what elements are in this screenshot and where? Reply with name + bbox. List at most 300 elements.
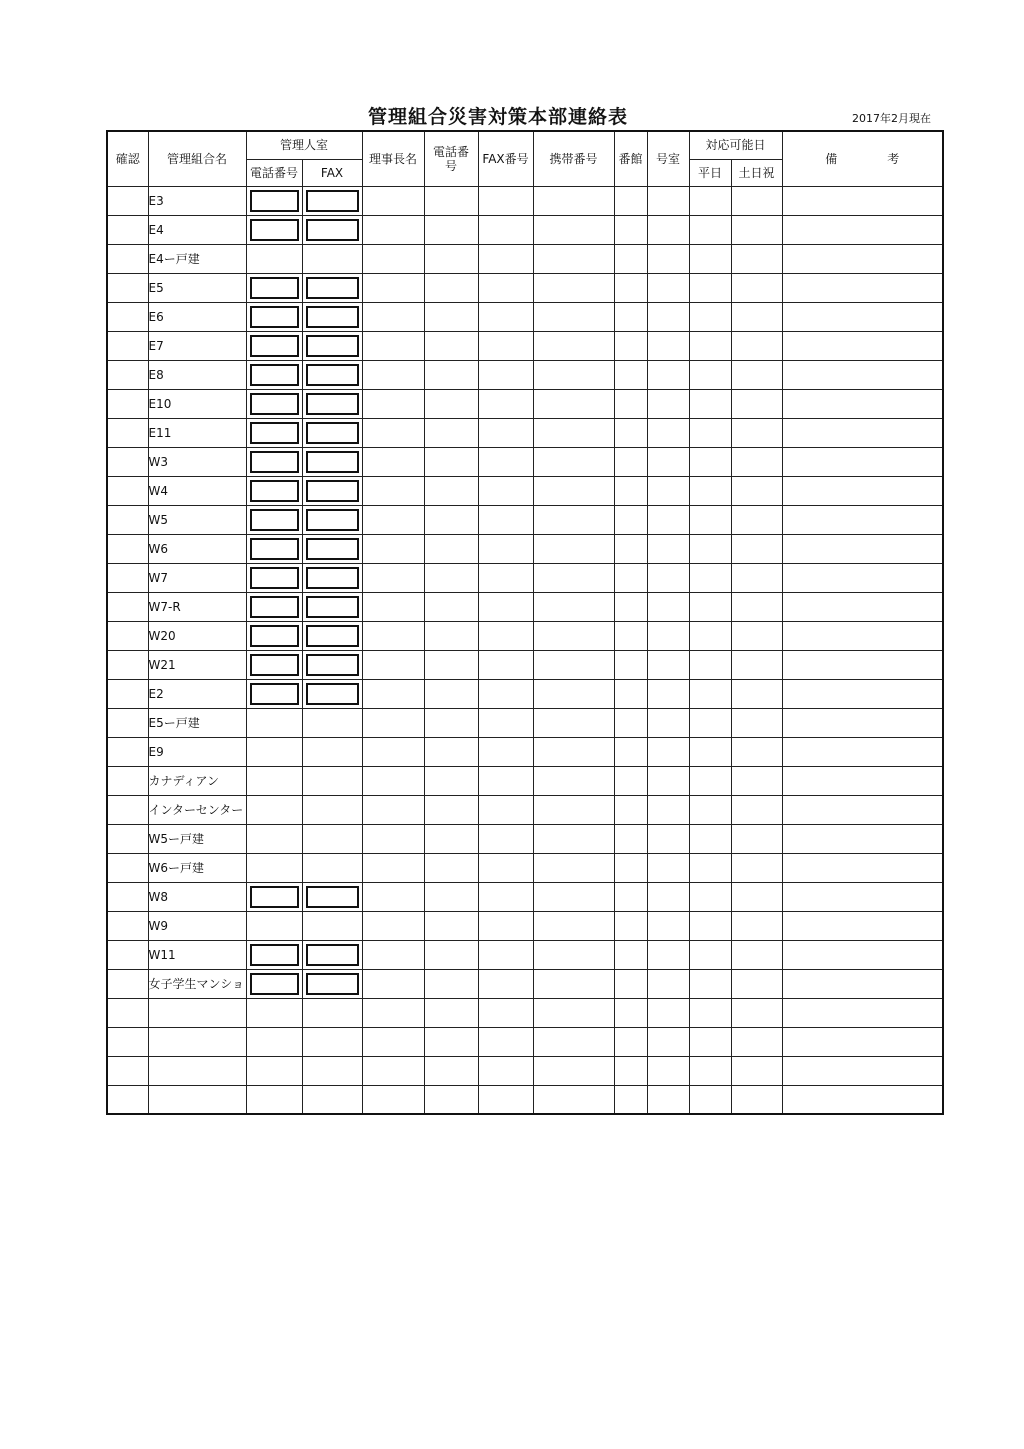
phone-entry-box[interactable] [250, 277, 299, 299]
building-no-cell[interactable] [614, 476, 647, 505]
mgmt-phone-cell[interactable] [246, 563, 302, 592]
confirm-cell[interactable] [107, 1027, 148, 1056]
phone-entry-box[interactable] [250, 944, 299, 966]
tel-cell[interactable] [424, 737, 478, 766]
fax-entry-box[interactable] [306, 625, 359, 647]
fax-entry-box[interactable] [306, 190, 359, 212]
building-no-cell[interactable] [614, 389, 647, 418]
confirm-cell[interactable] [107, 882, 148, 911]
building-no-cell[interactable] [614, 186, 647, 215]
room-no-cell[interactable] [647, 534, 689, 563]
notes-cell[interactable] [782, 186, 943, 215]
tel-cell[interactable] [424, 679, 478, 708]
building-no-cell[interactable] [614, 650, 647, 679]
notes-cell[interactable] [782, 1027, 943, 1056]
fax-entry-box[interactable] [306, 596, 359, 618]
chair-name-cell[interactable] [362, 824, 424, 853]
phone-entry-box[interactable] [250, 451, 299, 473]
tel-cell[interactable] [424, 1056, 478, 1085]
weekend-cell[interactable] [731, 766, 782, 795]
building-no-cell[interactable] [614, 215, 647, 244]
chair-name-cell[interactable] [362, 360, 424, 389]
chair-name-cell[interactable] [362, 679, 424, 708]
weekend-cell[interactable] [731, 244, 782, 273]
room-no-cell[interactable] [647, 1056, 689, 1085]
fax-no-cell[interactable] [478, 273, 533, 302]
tel-cell[interactable] [424, 215, 478, 244]
weekend-cell[interactable] [731, 853, 782, 882]
tel-cell[interactable] [424, 331, 478, 360]
mgmt-phone-cell[interactable] [246, 1027, 302, 1056]
notes-cell[interactable] [782, 331, 943, 360]
phone-entry-box[interactable] [250, 973, 299, 995]
fax-entry-box[interactable] [306, 219, 359, 241]
mgmt-fax-cell[interactable] [302, 476, 362, 505]
mobile-cell[interactable] [533, 534, 614, 563]
weekend-cell[interactable] [731, 592, 782, 621]
phone-entry-box[interactable] [250, 190, 299, 212]
weekend-cell[interactable] [731, 563, 782, 592]
weekday-cell[interactable] [689, 418, 731, 447]
fax-no-cell[interactable] [478, 1027, 533, 1056]
room-no-cell[interactable] [647, 708, 689, 737]
confirm-cell[interactable] [107, 679, 148, 708]
fax-no-cell[interactable] [478, 1085, 533, 1114]
mgmt-fax-cell[interactable] [302, 273, 362, 302]
mgmt-phone-cell[interactable] [246, 940, 302, 969]
mgmt-phone-cell[interactable] [246, 621, 302, 650]
mobile-cell[interactable] [533, 969, 614, 998]
fax-no-cell[interactable] [478, 911, 533, 940]
tel-cell[interactable] [424, 505, 478, 534]
notes-cell[interactable] [782, 824, 943, 853]
building-no-cell[interactable] [614, 882, 647, 911]
tel-cell[interactable] [424, 418, 478, 447]
mgmt-fax-cell[interactable] [302, 621, 362, 650]
notes-cell[interactable] [782, 998, 943, 1027]
confirm-cell[interactable] [107, 621, 148, 650]
mgmt-phone-cell[interactable] [246, 418, 302, 447]
mobile-cell[interactable] [533, 708, 614, 737]
notes-cell[interactable] [782, 650, 943, 679]
chair-name-cell[interactable] [362, 389, 424, 418]
weekend-cell[interactable] [731, 447, 782, 476]
chair-name-cell[interactable] [362, 215, 424, 244]
tel-cell[interactable] [424, 824, 478, 853]
fax-no-cell[interactable] [478, 447, 533, 476]
mobile-cell[interactable] [533, 766, 614, 795]
tel-cell[interactable] [424, 969, 478, 998]
notes-cell[interactable] [782, 940, 943, 969]
phone-entry-box[interactable] [250, 625, 299, 647]
phone-entry-box[interactable] [250, 886, 299, 908]
room-no-cell[interactable] [647, 244, 689, 273]
chair-name-cell[interactable] [362, 621, 424, 650]
building-no-cell[interactable] [614, 737, 647, 766]
notes-cell[interactable] [782, 911, 943, 940]
notes-cell[interactable] [782, 505, 943, 534]
mgmt-phone-cell[interactable] [246, 534, 302, 563]
mgmt-phone-cell[interactable] [246, 273, 302, 302]
phone-entry-box[interactable] [250, 393, 299, 415]
mobile-cell[interactable] [533, 418, 614, 447]
weekday-cell[interactable] [689, 244, 731, 273]
tel-cell[interactable] [424, 186, 478, 215]
confirm-cell[interactable] [107, 360, 148, 389]
room-no-cell[interactable] [647, 215, 689, 244]
notes-cell[interactable] [782, 360, 943, 389]
weekend-cell[interactable] [731, 969, 782, 998]
building-no-cell[interactable] [614, 911, 647, 940]
notes-cell[interactable] [782, 418, 943, 447]
mobile-cell[interactable] [533, 592, 614, 621]
room-no-cell[interactable] [647, 186, 689, 215]
notes-cell[interactable] [782, 969, 943, 998]
room-no-cell[interactable] [647, 563, 689, 592]
fax-no-cell[interactable] [478, 418, 533, 447]
mobile-cell[interactable] [533, 679, 614, 708]
mgmt-fax-cell[interactable] [302, 650, 362, 679]
tel-cell[interactable] [424, 1027, 478, 1056]
weekend-cell[interactable] [731, 911, 782, 940]
chair-name-cell[interactable] [362, 592, 424, 621]
fax-entry-box[interactable] [306, 335, 359, 357]
mgmt-phone-cell[interactable] [246, 766, 302, 795]
confirm-cell[interactable] [107, 708, 148, 737]
mobile-cell[interactable] [533, 215, 614, 244]
chair-name-cell[interactable] [362, 244, 424, 273]
mgmt-fax-cell[interactable] [302, 360, 362, 389]
mobile-cell[interactable] [533, 853, 614, 882]
weekday-cell[interactable] [689, 273, 731, 302]
tel-cell[interactable] [424, 1085, 478, 1114]
fax-no-cell[interactable] [478, 650, 533, 679]
notes-cell[interactable] [782, 563, 943, 592]
mgmt-phone-cell[interactable] [246, 795, 302, 824]
chair-name-cell[interactable] [362, 563, 424, 592]
confirm-cell[interactable] [107, 1085, 148, 1114]
fax-no-cell[interactable] [478, 882, 533, 911]
fax-entry-box[interactable] [306, 277, 359, 299]
mobile-cell[interactable] [533, 476, 614, 505]
weekday-cell[interactable] [689, 940, 731, 969]
weekend-cell[interactable] [731, 1056, 782, 1085]
mgmt-fax-cell[interactable] [302, 534, 362, 563]
tel-cell[interactable] [424, 476, 478, 505]
confirm-cell[interactable] [107, 244, 148, 273]
mgmt-fax-cell[interactable] [302, 853, 362, 882]
notes-cell[interactable] [782, 1085, 943, 1114]
tel-cell[interactable] [424, 360, 478, 389]
mobile-cell[interactable] [533, 360, 614, 389]
confirm-cell[interactable] [107, 476, 148, 505]
phone-entry-box[interactable] [250, 567, 299, 589]
building-no-cell[interactable] [614, 853, 647, 882]
chair-name-cell[interactable] [362, 1056, 424, 1085]
mgmt-phone-cell[interactable] [246, 679, 302, 708]
weekend-cell[interactable] [731, 534, 782, 563]
notes-cell[interactable] [782, 1056, 943, 1085]
fax-entry-box[interactable] [306, 886, 359, 908]
mgmt-fax-cell[interactable] [302, 882, 362, 911]
building-no-cell[interactable] [614, 795, 647, 824]
mobile-cell[interactable] [533, 302, 614, 331]
chair-name-cell[interactable] [362, 418, 424, 447]
tel-cell[interactable] [424, 940, 478, 969]
weekend-cell[interactable] [731, 824, 782, 853]
tel-cell[interactable] [424, 853, 478, 882]
confirm-cell[interactable] [107, 534, 148, 563]
room-no-cell[interactable] [647, 824, 689, 853]
chair-name-cell[interactable] [362, 969, 424, 998]
mgmt-phone-cell[interactable] [246, 998, 302, 1027]
tel-cell[interactable] [424, 998, 478, 1027]
chair-name-cell[interactable] [362, 940, 424, 969]
mgmt-phone-cell[interactable] [246, 476, 302, 505]
mgmt-phone-cell[interactable] [246, 302, 302, 331]
confirm-cell[interactable] [107, 1056, 148, 1085]
mgmt-fax-cell[interactable] [302, 592, 362, 621]
phone-entry-box[interactable] [250, 364, 299, 386]
building-no-cell[interactable] [614, 998, 647, 1027]
room-no-cell[interactable] [647, 998, 689, 1027]
mgmt-phone-cell[interactable] [246, 853, 302, 882]
mgmt-fax-cell[interactable] [302, 505, 362, 534]
tel-cell[interactable] [424, 534, 478, 563]
confirm-cell[interactable] [107, 592, 148, 621]
confirm-cell[interactable] [107, 331, 148, 360]
notes-cell[interactable] [782, 215, 943, 244]
mgmt-fax-cell[interactable] [302, 824, 362, 853]
mgmt-phone-cell[interactable] [246, 650, 302, 679]
phone-entry-box[interactable] [250, 306, 299, 328]
weekday-cell[interactable] [689, 534, 731, 563]
mgmt-fax-cell[interactable] [302, 708, 362, 737]
confirm-cell[interactable] [107, 737, 148, 766]
confirm-cell[interactable] [107, 940, 148, 969]
weekday-cell[interactable] [689, 621, 731, 650]
fax-no-cell[interactable] [478, 679, 533, 708]
weekday-cell[interactable] [689, 766, 731, 795]
room-no-cell[interactable] [647, 650, 689, 679]
chair-name-cell[interactable] [362, 273, 424, 302]
fax-no-cell[interactable] [478, 708, 533, 737]
fax-entry-box[interactable] [306, 393, 359, 415]
building-no-cell[interactable] [614, 505, 647, 534]
fax-entry-box[interactable] [306, 306, 359, 328]
fax-no-cell[interactable] [478, 563, 533, 592]
fax-entry-box[interactable] [306, 567, 359, 589]
mgmt-fax-cell[interactable] [302, 331, 362, 360]
building-no-cell[interactable] [614, 447, 647, 476]
notes-cell[interactable] [782, 679, 943, 708]
building-no-cell[interactable] [614, 1056, 647, 1085]
building-no-cell[interactable] [614, 1027, 647, 1056]
phone-entry-box[interactable] [250, 683, 299, 705]
chair-name-cell[interactable] [362, 331, 424, 360]
mobile-cell[interactable] [533, 1085, 614, 1114]
weekend-cell[interactable] [731, 331, 782, 360]
fax-no-cell[interactable] [478, 1056, 533, 1085]
chair-name-cell[interactable] [362, 882, 424, 911]
weekday-cell[interactable] [689, 708, 731, 737]
fax-entry-box[interactable] [306, 451, 359, 473]
tel-cell[interactable] [424, 302, 478, 331]
mobile-cell[interactable] [533, 505, 614, 534]
weekday-cell[interactable] [689, 882, 731, 911]
room-no-cell[interactable] [647, 447, 689, 476]
tel-cell[interactable] [424, 650, 478, 679]
confirm-cell[interactable] [107, 418, 148, 447]
confirm-cell[interactable] [107, 563, 148, 592]
mgmt-phone-cell[interactable] [246, 1056, 302, 1085]
tel-cell[interactable] [424, 563, 478, 592]
mgmt-phone-cell[interactable] [246, 331, 302, 360]
building-no-cell[interactable] [614, 534, 647, 563]
fax-entry-box[interactable] [306, 422, 359, 444]
confirm-cell[interactable] [107, 650, 148, 679]
building-no-cell[interactable] [614, 244, 647, 273]
mobile-cell[interactable] [533, 447, 614, 476]
mgmt-fax-cell[interactable] [302, 244, 362, 273]
mgmt-fax-cell[interactable] [302, 186, 362, 215]
weekend-cell[interactable] [731, 708, 782, 737]
chair-name-cell[interactable] [362, 534, 424, 563]
weekday-cell[interactable] [689, 1056, 731, 1085]
weekday-cell[interactable] [689, 331, 731, 360]
fax-no-cell[interactable] [478, 476, 533, 505]
mgmt-fax-cell[interactable] [302, 418, 362, 447]
mgmt-phone-cell[interactable] [246, 737, 302, 766]
phone-entry-box[interactable] [250, 596, 299, 618]
room-no-cell[interactable] [647, 418, 689, 447]
weekday-cell[interactable] [689, 592, 731, 621]
confirm-cell[interactable] [107, 795, 148, 824]
weekday-cell[interactable] [689, 186, 731, 215]
room-no-cell[interactable] [647, 331, 689, 360]
weekend-cell[interactable] [731, 650, 782, 679]
weekday-cell[interactable] [689, 911, 731, 940]
chair-name-cell[interactable] [362, 650, 424, 679]
building-no-cell[interactable] [614, 273, 647, 302]
mobile-cell[interactable] [533, 1056, 614, 1085]
mobile-cell[interactable] [533, 331, 614, 360]
weekend-cell[interactable] [731, 360, 782, 389]
fax-entry-box[interactable] [306, 364, 359, 386]
weekend-cell[interactable] [731, 795, 782, 824]
mobile-cell[interactable] [533, 737, 614, 766]
building-no-cell[interactable] [614, 360, 647, 389]
mgmt-phone-cell[interactable] [246, 447, 302, 476]
mobile-cell[interactable] [533, 911, 614, 940]
mgmt-fax-cell[interactable] [302, 998, 362, 1027]
mgmt-phone-cell[interactable] [246, 824, 302, 853]
confirm-cell[interactable] [107, 302, 148, 331]
tel-cell[interactable] [424, 795, 478, 824]
mgmt-phone-cell[interactable] [246, 389, 302, 418]
fax-no-cell[interactable] [478, 302, 533, 331]
chair-name-cell[interactable] [362, 708, 424, 737]
weekend-cell[interactable] [731, 418, 782, 447]
tel-cell[interactable] [424, 766, 478, 795]
room-no-cell[interactable] [647, 273, 689, 302]
confirm-cell[interactable] [107, 824, 148, 853]
weekday-cell[interactable] [689, 215, 731, 244]
phone-entry-box[interactable] [250, 480, 299, 502]
chair-name-cell[interactable] [362, 998, 424, 1027]
building-no-cell[interactable] [614, 621, 647, 650]
confirm-cell[interactable] [107, 998, 148, 1027]
building-no-cell[interactable] [614, 766, 647, 795]
tel-cell[interactable] [424, 911, 478, 940]
weekday-cell[interactable] [689, 389, 731, 418]
phone-entry-box[interactable] [250, 538, 299, 560]
mobile-cell[interactable] [533, 186, 614, 215]
notes-cell[interactable] [782, 244, 943, 273]
weekday-cell[interactable] [689, 650, 731, 679]
notes-cell[interactable] [782, 621, 943, 650]
chair-name-cell[interactable] [362, 1027, 424, 1056]
fax-no-cell[interactable] [478, 534, 533, 563]
room-no-cell[interactable] [647, 621, 689, 650]
notes-cell[interactable] [782, 389, 943, 418]
weekday-cell[interactable] [689, 476, 731, 505]
mgmt-phone-cell[interactable] [246, 215, 302, 244]
mgmt-fax-cell[interactable] [302, 1027, 362, 1056]
room-no-cell[interactable] [647, 360, 689, 389]
confirm-cell[interactable] [107, 911, 148, 940]
weekend-cell[interactable] [731, 273, 782, 302]
chair-name-cell[interactable] [362, 853, 424, 882]
notes-cell[interactable] [782, 853, 943, 882]
room-no-cell[interactable] [647, 737, 689, 766]
tel-cell[interactable] [424, 621, 478, 650]
chair-name-cell[interactable] [362, 302, 424, 331]
fax-no-cell[interactable] [478, 592, 533, 621]
weekend-cell[interactable] [731, 476, 782, 505]
confirm-cell[interactable] [107, 766, 148, 795]
confirm-cell[interactable] [107, 273, 148, 302]
building-no-cell[interactable] [614, 563, 647, 592]
confirm-cell[interactable] [107, 186, 148, 215]
mobile-cell[interactable] [533, 882, 614, 911]
building-no-cell[interactable] [614, 708, 647, 737]
notes-cell[interactable] [782, 766, 943, 795]
weekend-cell[interactable] [731, 186, 782, 215]
notes-cell[interactable] [782, 592, 943, 621]
mobile-cell[interactable] [533, 940, 614, 969]
mgmt-phone-cell[interactable] [246, 882, 302, 911]
phone-entry-box[interactable] [250, 654, 299, 676]
chair-name-cell[interactable] [362, 1085, 424, 1114]
room-no-cell[interactable] [647, 766, 689, 795]
chair-name-cell[interactable] [362, 766, 424, 795]
fax-entry-box[interactable] [306, 944, 359, 966]
tel-cell[interactable] [424, 244, 478, 273]
mobile-cell[interactable] [533, 998, 614, 1027]
weekend-cell[interactable] [731, 940, 782, 969]
weekend-cell[interactable] [731, 302, 782, 331]
phone-entry-box[interactable] [250, 509, 299, 531]
weekend-cell[interactable] [731, 737, 782, 766]
notes-cell[interactable] [782, 476, 943, 505]
chair-name-cell[interactable] [362, 505, 424, 534]
notes-cell[interactable] [782, 273, 943, 302]
weekend-cell[interactable] [731, 882, 782, 911]
mgmt-fax-cell[interactable] [302, 969, 362, 998]
mgmt-fax-cell[interactable] [302, 447, 362, 476]
confirm-cell[interactable] [107, 969, 148, 998]
